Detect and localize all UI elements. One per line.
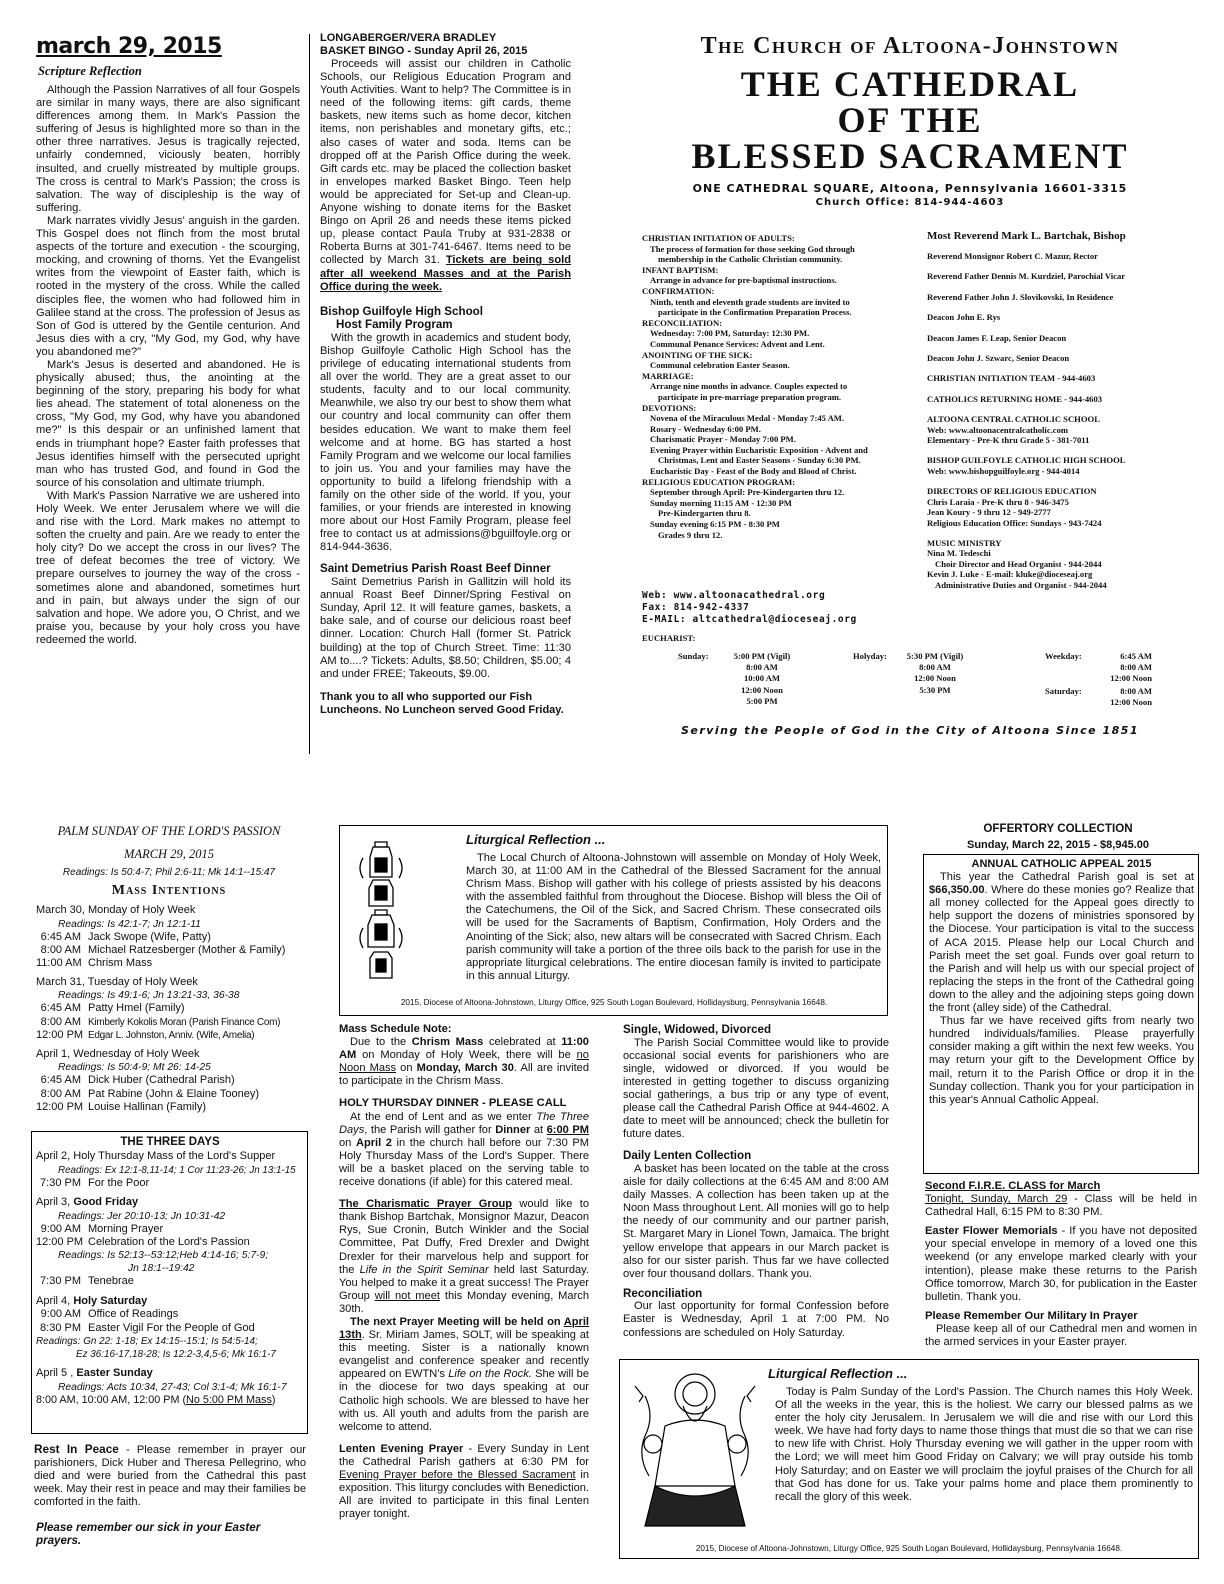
bingo-title: LONGABERGER/VERA BRADLEY: [320, 32, 497, 44]
sacrament-detail: Communal Penance Services: Advent and Lent.: [650, 338, 825, 349]
intention-row: [36, 1029, 308, 1042]
mass-intentions-title: Mass Intentions: [111, 883, 227, 898]
intention-time: 8:00 AM: [40, 1087, 81, 1100]
lit2-body: Today is Palm Sunday of the Lord's Passion. The Church names this Holy Week. Of all the weeks in the year, this is the holiest. We carry our blessed palms as we enter the holy city Jerusalem. In Jerusalem we will die and rise with our Lord this week. We have had forty days to name those things that must die so that we can rise to new life with Christ. Holy Thursday evening we will gather in the upper room with the Lord; we will meet him Good Friday on Calvary; we will pray outside his tomb Holy Saturday; and on Easter we will proclaim the joyful praises of the Church for all that God has done for us. Take your palms home and place them prominently to recall the glory of this week.: [775, 1386, 1193, 1503]
intention-text: Dick Huber (Cathedral Parish): [88, 1074, 235, 1087]
staff-list: Most Reverend Mark L. Bartchak, Bishop Reverend Monsignor Robert C. Mazur, Rector Reverend Father Dennis M. Kurdziel, Parochial Vicar Reverend Father John J. Slovikovski, In Residence Deacon John E. Rys Deacon James F. Leap, Senior Deacon Deacon John J. Szwarc, Senior Deacon CHRISTIAN INITIATION TEAM - 944-4603 CATHOLICS RETURNING HOME - 944-4603 ALTOONA CENTRAL CATHOLIC SCHOOL Web: www.altoonacentralcatholic.com Elementary - Pre-K thru Grade 5 - 381-7011 BISHOP GUILFOYLE CATHOLIC HIGH SCHOOL Web: www.bishopguilfoyle.org - 944-4014 DIRECTORS OF RELIGIOUS EDUCATION Chris Laraia - Pre-K thru 8 - 946-3475 Jean Koury - 9 thru 12 - 949-2777 Religious Education Office: Sundays - 943-7424 MUSIC MINISTRY Nina M. Tedeschi Choir Director and Head Organist - 944-2044 Kevin J. Luke - E-mail: kluke@dioceseaj.org Administrative Duties and Organist - 944-2044: [927, 230, 1197, 590]
intention-text: Kimberly Kokolis Moran (Parish Finance Com): [88, 1016, 281, 1028]
mass-intentions: [36, 904, 308, 1119]
sacrament-detail: participate in the Confirmation Preparation Process.: [658, 307, 852, 318]
intention-text: Pat Rabine (John & Elaine Tooney): [88, 1087, 260, 1100]
sacrament-detail: Sunday evening 6:15 PM - 8:30 PM: [650, 519, 780, 530]
sacrament-heading: INFANT BAPTISM:: [642, 264, 719, 275]
saturday-mass-times: 8:00 AM 12:00 Noon: [1110, 686, 1152, 708]
diocese-name: The Church of Altoona-Johnstown: [700, 33, 1120, 59]
website: Web: www.altoonacathedral.org: [642, 590, 826, 601]
intention-time: 11:00 AM: [36, 957, 82, 970]
fish-luncheon-thanks: Thank you to all who supported our Fish Luncheons. No Luncheon served Good Friday.: [320, 690, 564, 716]
intention-text: Edgar L. Johnston, Anniv. (Wife, Amelia): [88, 1030, 255, 1042]
intention-row: [36, 1016, 308, 1029]
sacrament-detail: Christmas, Lent and Easter Seasons - Sunday 6:30 PM.: [658, 455, 861, 466]
column-divider: [309, 34, 310, 754]
sacrament-detail: Sunday morning 11:15 AM - 12:30 PM: [650, 497, 792, 508]
intention-readings: Readings: Is 49:1-6; Jn 13:21-33, 36-38: [58, 990, 240, 1002]
sacrament-heading: DEVOTIONS:: [642, 402, 697, 413]
sacrament-detail: Communal celebration Easter Season.: [650, 360, 790, 371]
guilfoyle-title: Bishop Guilfoyle High School: [320, 304, 483, 318]
scripture-title: Scripture Reflection: [38, 64, 142, 78]
sacrament-detail: Ninth, tenth and eleventh grade students are invited to: [650, 296, 850, 307]
sacrament-detail: Evening Prayer within Eucharistic Exposition - Advent and: [650, 444, 868, 455]
sacrament-detail: Eucharistic Day - Feast of the Body and Blood of Christ.: [650, 466, 857, 477]
sacrament-detail: Arrange nine months in advance. Couples expected to: [650, 381, 848, 392]
intention-day: March 31, Tuesday of Holy Week: [36, 975, 198, 988]
sacrament-detail: Grades 9 thru 12.: [658, 529, 723, 540]
aca-title: ANNUAL CATHOLIC APPEAL 2015: [971, 858, 1152, 870]
contact-info: [642, 590, 922, 626]
fax: Fax: 814-942-4337: [642, 602, 750, 613]
easter-flowers-title: Easter Flower Memorials: [925, 1225, 1058, 1238]
sacrament-detail: Pre-Kindergarten thru 8.: [658, 508, 751, 519]
charismatic-title: The Charismatic Prayer Group: [339, 1198, 513, 1211]
sacrament-detail: Charismatic Prayer - Monday 7:00 PM.: [650, 434, 796, 445]
sick-prayer-note: Please remember our sick in your Easter prayers.: [36, 1521, 261, 1547]
intention-time: 12:00 PM: [36, 1029, 84, 1042]
sacrament-detail: participate in pre-marriage preparation program.: [658, 391, 842, 402]
lit1-title: Liturgical Reflection ...: [466, 832, 606, 847]
sacrament-detail: Arrange in advance for pre-baptismal instructions.: [650, 275, 837, 286]
masthead: The Church of Altoona-Johnstown THE CATHEDRAL OF THE BLESSED SACRAMENT: [620, 32, 1200, 174]
cathedral-title: THE CATHEDRAL: [740, 64, 1080, 104]
intention-time: 8:00 AM: [40, 944, 81, 956]
intention-readings: Readings: Is 50:4-9; Mt 26: 14-25: [58, 1062, 211, 1074]
bishop: Most Reverend Mark L. Bartchak, Bishop: [927, 230, 1126, 242]
sacrament-heading: CHRISTIAN INITIATION OF ADULTS:: [642, 233, 795, 243]
holy-thursday-title: HOLY THURSDAY DINNER - PLEASE CALL: [339, 1097, 567, 1110]
intention-row: [36, 957, 308, 970]
intention-time: 6:45 AM: [40, 1074, 81, 1087]
sacrament-heading: RECONCILIATION:: [642, 317, 723, 328]
intention-row: [36, 1088, 308, 1101]
bingo-section: LONGABERGER/VERA BRADLEY BASKET BINGO - Sunday April 26, 2015 Proceeds will assist our children in Catholic Schools, our Religious Education Program and Youth Activities. Want to help? The Committee is in need of the following items: gift cards, theme baskets, new items such as home decor, kitchen items, non perishables and monetary gifts, etc.; also cases of water and soda. Items can be dropped off at the Parish Office during the week. Gift cards etc. may be placed the collection basket in envelopes marked Basket Bingo. Teen help would be appreciated for Set-up and Clean-up. Anyone wishing to donate items for the Basket Bingo on April 26 and needs these items picked up, please contact Paula Truby at 931-2838 or Roberta Burns at 301-741-6467. Items need to be collected by March 31. Tickets are being sold after all weekend Masses and at the Parish Office during the week. Bishop Guilfoyle High School Host Family Program With the growth in academics and student body, Bishop Guilfoyle Catholic High School has the privilege of educating international students from all over the world. They are a great asset to our students, faculty and to our local community. Meanwhile, we also try our best to show them what our country and local community can offer them besides education. We want to make them feel welcome and at home. BG has started a host Family Program and we welcome our local families to join us. You and your families may have the opportunity to build a lifelong friendship with a family on the other side of the world. If you, your families, or your friends are interested in knowing more about our Host Family Program, please feel free to contact us at admissions@bguilfoyle.org or 814-944-3636. Saint Demetrius Parish Roast Beef Dinner Saint Demetrius Parish in Gallitzin will hold its annual Roast Beef Dinner/Spring Festival on Sunday, April 12. It will feature games, baskets, a bake sale, and of course our delicious roast beef dinner. Location: Church Hall (former St. Patrick building) at the top of Church Street. Time: 11:30 AM to....? Tickets: Adults, $8.50; Children, $5.00; 4 and under FREE; Takeouts, $9.00. Thank you to all who supported our Fish Luncheons. No Luncheon served Good Friday.: [320, 32, 571, 716]
email: E-MAIL: altcathedral@dioceseaj.org: [642, 614, 857, 625]
intention-row: [36, 1101, 308, 1114]
intention-text: Jack Swope (Wife, Patty): [88, 930, 211, 943]
intention-day: March 30, Monday of Holy Week: [36, 904, 196, 916]
intention-row: [36, 944, 308, 957]
sacrament-detail: Wednesday: 7:00 PM, Saturday: 12:30 PM.: [650, 328, 810, 339]
scripture-body: Although the Passion Narratives of all four Gospels are similar in many ways, there are also significant differences among them. In Mark's Passion the suffering of Jesus is highlighted more so than in the other three narratives. Jesus is tragically rejected, unfairly condemned, viciously beaten, horribly insulted, and cruelly mistreated by multiple groups. The cross is central to Mark's Passion; the cross is salvation. The way of discipleship is the way of suffering. Mark narrates vividly Jesus' anguish in the garden. This Gospel does not flinch from the most brutal aspects of the torture and execution - the scourging, mocking, and crowning of thorns. Yet the Evangelist writes from the viewpoint of Easter faith, which is rooted in the mystery of the cross. While the called disciples flee, the women who had followed him in Galilee stand at the cross. The profession of Jesus as Son of God is uttered by the Gentile centurion. And Jesus dies with a cry, "My God, my God, why have you abandoned me?" Mark's Jesus is deserted and abandoned. He is physically abused; thus, the anointing at the beginning of the story, preparing his body for what lies ahead. The statement of total aloneness on the cross, "My God, my God, why have you abandoned me?" Is this despair or an unfinished lament that ends in triumphant hope? Easter faith professes that Jesus identifies himself with the persecuted upright man who has trusted God, and found in God the source of his consolation and ultimate triumph. With Mark's Passion Narrative we are ushered into Holy Week. We enter Jerusalem where we will die and rise with the Lord. Mark makes no attempt to soften the cruelty and pain. Are we ready to enter the holy city? Do we accept the cross in our lives? The tree of defeat becomes the tree of victory. We prepare ourselves to journey the way of the cross - sometimes alone and abandoned, sometimes hurt and in pain, but always under the sign of our salvation and hope. We adore you, O Christ, and we praise you, because by your holy cross you have redeemed the world.: [36, 84, 300, 646]
intention-text: Chrism Mass: [88, 957, 153, 970]
sunday-mass-times: 5:00 PM (Vigil) 8:00 AM 10:00 AM 12:00 Noon 5:00 PM: [733, 651, 791, 706]
sacrament-heading: ANOINTING OF THE SICK:: [642, 349, 753, 360]
jesus-entry-jerusalem-icon: [625, 1366, 765, 1536]
intention-text: Michael Ratzesberger (Mother & Family): [88, 944, 286, 956]
sacrament-detail: membership in the Catholic Christian community.: [658, 254, 843, 265]
sacrament-detail: September through April: Pre-Kindergarten thru 12.: [650, 487, 845, 498]
sacrament-detail: Novena of the Miraculous Medal - Monday 7:45 AM.: [650, 413, 845, 424]
intention-row: [36, 1074, 308, 1087]
intention-row: [36, 931, 308, 944]
intention-text: Patty Hmel (Family): [88, 1002, 185, 1015]
serving-tagline: Serving the People of God in the City of Altoona Since 1851: [680, 724, 1140, 737]
palm-readings: Readings: Is 50:4-7; Phil 2:6-11; Mk 14:1--15:47: [62, 867, 276, 878]
intention-day: April 1, Wednesday of Holy Week: [36, 1047, 200, 1060]
sacrament-heading: RELIGIOUS EDUCATION PROGRAM:: [642, 476, 796, 487]
holy-oils-illustration: [355, 838, 407, 988]
church-office-phone: Church Office: 814-944-4603: [815, 197, 1005, 208]
palm-sunday-header: PALM SUNDAY OF THE LORD'S PASSION MARCH 29, 2015: [57, 824, 281, 861]
eucharist-label: EUCHARIST:: [642, 633, 696, 643]
aca-goal: $66,350.00: [929, 884, 985, 897]
offertory-title: OFFERTORY COLLECTION: [983, 822, 1133, 835]
intention-time: 12:00 PM: [36, 1101, 84, 1114]
military-prayer-title: Please Remember Our Military In Prayer: [925, 1309, 1138, 1322]
lit1-body: The Local Church of Altoona-Johnstown will assemble on Monday of Holy Week, March 30, at 11:00 AM in the Cathedral of the Blessed Sacrament for the annual Chrism Mass. Bishop will gather with his college of priests assisted by his deacons with the assembled faithful from throughout the Diocese. Bishop will bless the Oil of the Catechumens, the Oil of the Sick, and Sacred Chrism. These consecrated oils will be used for the Sacraments of Baptism, Confirmation, Holy Orders and the Anointing of the Sick; also, new altars will be consecrated with Sacred Chrism. Each parish community will take a portion of the three oils back to the parish for use in the appropriate liturgical celebrations. The entire diocesan family is invited to participate in this annual Liturgy.: [466, 852, 881, 982]
rest-in-peace: Rest In Peace - Please remember in prayer our parishioners, Dick Huber and Theresa Pellegrino, who died and were buried from the Cathedral this past week. May their rest in peace and may their families be comforted in the faith.: [34, 1442, 306, 1509]
address: ONE CATHEDRAL SQUARE, Altoona, Pennsylvania 16601-3315: [692, 182, 1128, 195]
fire-class-title: Second F.I.R.E. CLASS for March: [925, 1180, 1101, 1192]
intention-text: Louise Hallinan (Family): [88, 1101, 206, 1114]
sacrament-detail: Rosary - Wednesday 6:00 PM.: [650, 423, 761, 434]
weekday-mass-times: 6:45 AM 8:00 AM 12:00 Noon: [1110, 651, 1152, 684]
annual-catholic-appeal: ANNUAL CATHOLIC APPEAL 2015 This year the Cathedral Parish goal is set at $66,350.00. Where do these monies go? Realize that all money collected for the Appeal goes directly to help support the dozens of ministries sponsored by the Diocese. Your participation is vital to the success of ACA 2015. Please help our Local Church and Parish meet the set goal. Funds over goal return to the Parish and will help us with our special project of replacing the steps in the front of the Cathedral going down to the alley and the adjoining steps going down the front (alley side) of the Cathedral. Thus far we have received gifts from nearly two hundred individuals/families. Please prayerfully consider making a gift within the next few weeks. You may return your gift to the Development Office by mail, return it to the Parish Office or drop it in the Sunday collection. Thank you for your participation in this year's Annual Catholic Appeal.: [929, 858, 1194, 1106]
intention-readings: Readings: Is 42:1-7; Jn 12:1-11: [58, 918, 201, 930]
intention-row: [36, 1002, 308, 1015]
right-notices: Second F.I.R.E. CLASS for March Tonight, Sunday, March 29 - Class will be held in Cathedral Hall, 6:15 PM to 8:30 PM. Easter Flower Memorials - If you have not deposited your special envelope in memory of a loved one this weekend (or any envelope marked clearly with your intention), please make these returns to the Parish Office tomorrow, March 30, for publication in the Easter bulletin. Thank you. Please Remember Our Military In Prayer Please keep all of our Cathedral men and women in the armed services in your Easter prayer.: [925, 1180, 1197, 1349]
intention-time: 8:00 AM: [40, 1015, 81, 1028]
sacraments-list: [642, 233, 922, 540]
palm-sunday-illustration: [625, 1366, 765, 1536]
intention-time: 6:45 AM: [40, 930, 81, 943]
middle-right-column: Single, Widowed, Divorced The Parish Social Committee would like to provide occasional social events for parishioners who are single, widowed or divorced. If you would be interested in getting together to discuss organizing social gatherings, a bus trip or any type of event, please call the Cathedral Parish Office at 944-4602. A date to meet will be announced; check the bulletin for future dates. Daily Lenten Collection A basket has been located on the table at the cross aisle for daily collections at the 6:45 AM and 8:00 AM daily Masses. A collection has been taken up at the Noon Mass throughout Lent. All monies will go to help the needy of our community and our partner parish, St. Margaret Mary in Lionel Town, Jamaica. The bright yellow envelope that appears in our March packet is also for our sister parish. Thus far we have collected over four thousand dollars. Thank you. Reconciliation Our last opportunity for formal Confession before Easter is Wednesday, April 1 at 7:00 PM. No confessions are scheduled on Holy Saturday.: [623, 1023, 889, 1339]
oil-vessels-icon: [355, 838, 407, 988]
offertory-amount: Sunday, March 22, 2015 - $8,945.00: [966, 839, 1149, 851]
three-days: THE THREE DAYS April 2, Holy Thursday Mass of the Lord's Supper Readings: Ex 12:1-8,11-14; 1 Cor 11:23-26; Jn 13:1-15 7:30 PM For the Poor April 3, Good Friday Readings: Jer 20:10-13; Jn 10:31-42 9:00 AM Morning Prayer 12:00 PM Celebration of the Lord's Passion Readings: Is 52:13--53:12;Heb 4:14-16; 5:7-9; Jn 18:1--19:42 7:30 PM Tenebrae April 4, Holy Saturday 9:00 AM Office of Readings 8:30 PM Easter Vigil For the People of God Readings: Gn 22: 1-18; Ex 14:15--15:1; Is 54:5-14; Ez 36:16-17,18-28; Is 12:2-3,4,5-6; Mk 16:1-7 April 5 , Easter Sunday Readings: Acts 10:34, 27-43; Col 3:1-4; Mk 16:1-7 8:00 AM, 10:00 AM, 12:00 PM (No 5:00 PM Mass): [36, 1135, 304, 1407]
intention-time: 6:45 AM: [40, 1002, 81, 1015]
bingo-subtitle: BASKET BINGO - Sunday April 26, 2015: [320, 45, 528, 57]
daily-lenten-title: Daily Lenten Collection: [623, 1149, 752, 1163]
sacrament-heading: CONFIRMATION:: [642, 285, 715, 296]
lit2-credit: 2015, Diocese of Altoona-Johnstown, Liturgy Office, 925 South Logan Boulevard, Hollidaysburg, Pennsylvania 16648.: [695, 1544, 1123, 1553]
sacrament-heading: MARRIAGE:: [642, 370, 694, 381]
reconciliation-title: Reconciliation: [623, 1286, 703, 1300]
lit1-credit: 2015, Diocese of Altoona-Johnstown, Liturgy Office, 925 South Logan Boulevard, Hollidaysburg, Pennsylvania 16648.: [400, 998, 828, 1007]
lit2-title: Liturgical Reflection ...: [768, 1366, 908, 1381]
lenten-evening-prayer-title: Lenten Evening Prayer: [339, 1442, 464, 1455]
date-header: march 29, 2015: [36, 34, 222, 59]
demetrius-title: Saint Demetrius Parish Roast Beef Dinner: [320, 562, 551, 576]
holyday-mass-times: 5:30 PM (Vigil) 8:00 AM 12:00 Noon 5:30 PM: [906, 651, 964, 695]
single-widowed-title: Single, Widowed, Divorced: [623, 1023, 772, 1036]
mass-schedule-note: Mass Schedule Note: Due to the Chrism Mass celebrated at 11:00 AM on Monday of Holy Week, there will be no Noon Mass on Monday, March 30. All are invited to participate in the Chrism Mass. HOLY THURSDAY DINNER - PLEASE CALL At the end of Lent and as we enter The Three Days, the Parish will gather for Dinner at 6:00 PM on April 2 in the church hall before our 7:30 PM Holy Thursday Mass of the Lord's Supper. There will be a basket placed on the serving table to receive donations (if able) for this catered meal. The Charismatic Prayer Group would like to thank Bishop Bartchak, Monsignor Mazur, Deacon Rys, Sue Cronin, Butch Winkler and the Social Committee, Pat Duffy, Fred Drexler and Dwight Drexler for their marvelous help and support for the Life in the Spirit Seminar held last Saturday. You helped to make it a great success! The Prayer Group will not meet this Monday evening, March 30th. The next Prayer Meeting will be held on April 13th. Sr. Miriam James, SOLT, will be speaking at this meeting. Sister is a nationally known evangelist and conference speaker and recently appeared on EWTN's Life on the Rock. She will be in the diocese for two days speaking at our Catholic high schools. We are blessed to have her with us. All youth and adults from the parish are welcome to attend. Lenten Evening Prayer - Every Sunday in Lent the Cathedral Parish gathers at 6:30 PM for Evening Prayer before the Blessed Sacrament in exposition. This liturgy concludes with Benediction. All are invited to participate in this final Lenten prayer tonight.: [339, 1023, 590, 1521]
three-days-title: THE THREE DAYS: [120, 1136, 220, 1148]
sacrament-detail: The process of formation for those seeking God through: [650, 243, 855, 254]
